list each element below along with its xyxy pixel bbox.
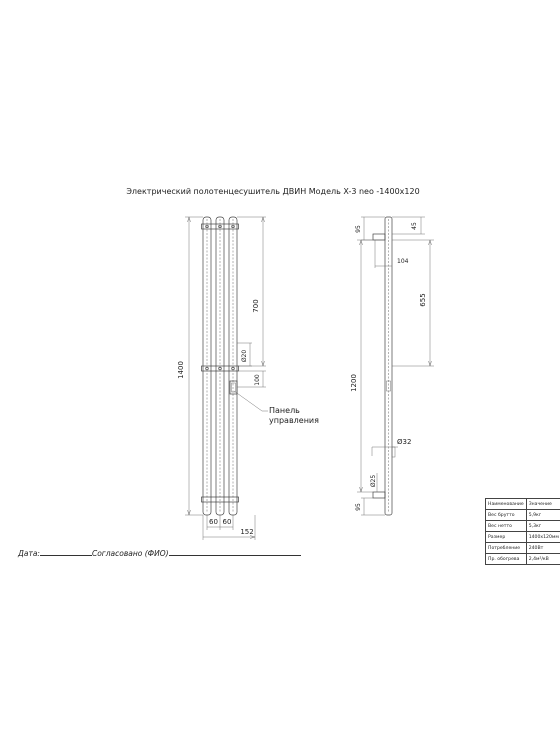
date-blank[interactable] — [40, 547, 92, 556]
dim-label-1200: 1200 — [350, 374, 358, 392]
spec-row-value: 5,3кг — [526, 521, 560, 532]
spec-row-value: 240Вт — [526, 543, 560, 554]
dim-diameter-20 — [237, 343, 252, 366]
control-panel-callout — [234, 391, 319, 425]
spec-row-label: Вес нетто — [486, 521, 527, 532]
spec-row-label: Пр. обогрева — [486, 554, 527, 565]
dim-side-95-top — [355, 217, 385, 240]
spec-row-label: Потребление — [486, 543, 527, 554]
spec-row — [486, 532, 560, 543]
spec-header-value: Значение — [526, 499, 560, 510]
dim-label-60-a: 60 — [209, 518, 218, 526]
dim-side-1200 — [350, 240, 385, 492]
towel-rail-tubes — [202, 217, 239, 515]
dim-label-655: 655 — [419, 293, 427, 307]
spec-row-value: 5,9кг — [526, 510, 560, 521]
spec-row-value: 2,4м²/кВ — [526, 554, 560, 565]
front-view — [177, 217, 319, 540]
spec-table-header — [486, 499, 560, 510]
dim-label-100: 100 — [254, 374, 261, 386]
dim-side-d25 — [370, 473, 377, 492]
callout-line-2: управления — [269, 416, 319, 425]
agreed-blank[interactable] — [169, 547, 301, 556]
spec-row — [486, 510, 560, 521]
approval-footer — [18, 547, 301, 558]
dim-side-45 — [392, 217, 425, 234]
dim-label-95-bottom: 95 — [355, 503, 362, 511]
callout-line-1: Панель — [269, 406, 300, 415]
dim-label-700: 700 — [252, 299, 260, 313]
dim-label-1400: 1400 — [177, 361, 185, 379]
dim-label-104: 104 — [397, 258, 409, 265]
spec-table — [485, 498, 560, 565]
dim-bottom-width — [203, 515, 255, 540]
control-panel — [230, 381, 237, 394]
spec-header-name: Наименование — [486, 499, 527, 510]
date-label: Дата: — [18, 549, 40, 558]
dim-label-60-b: 60 — [222, 518, 232, 526]
spec-row-label: Вес брутто — [486, 510, 527, 521]
dim-label-152: 152 — [240, 528, 254, 536]
dim-label-d32: Ø32 — [397, 438, 412, 446]
dim-label-95-top: 95 — [355, 225, 362, 233]
agreed-label: Согласовано (ФИО) — [91, 549, 169, 558]
spec-row — [486, 554, 560, 565]
dim-side-95-bottom — [355, 498, 385, 515]
drawing-title: Электрический полотенцесушитель ДВИН Модель X-3 neo -1400х120 — [126, 187, 420, 196]
dim-label-d20: Ø20 — [241, 349, 248, 363]
spec-row-value: 1400х120мм — [526, 532, 560, 543]
spec-row-label: Размер — [486, 532, 527, 543]
dim-total-height — [177, 217, 203, 515]
spec-row — [486, 543, 560, 554]
dim-label-45: 45 — [411, 222, 418, 230]
side-view — [350, 217, 434, 515]
dim-lower-100 — [237, 371, 266, 387]
dim-label-d25: Ø25 — [370, 474, 377, 488]
dim-upper-700 — [237, 217, 266, 366]
spec-row — [486, 521, 560, 532]
